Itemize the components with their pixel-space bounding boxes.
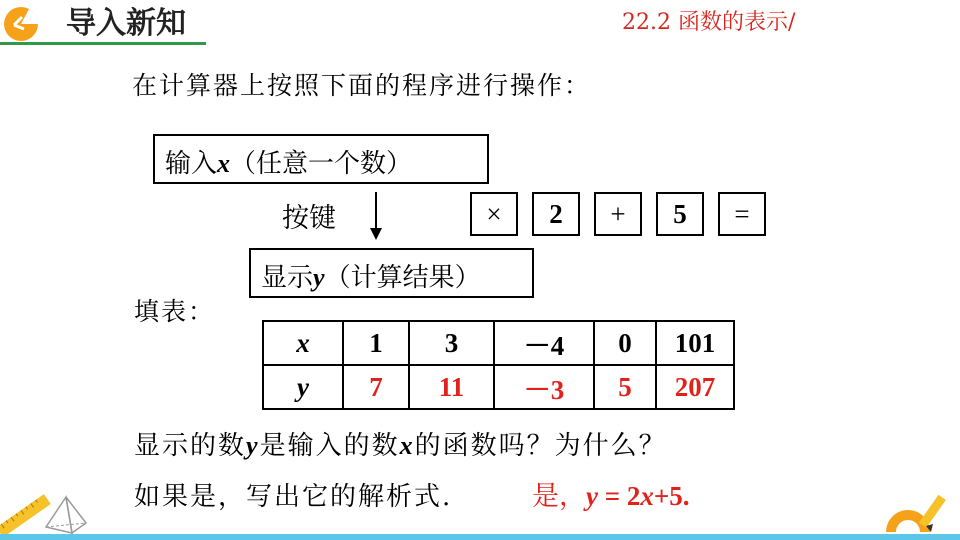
x-cell: 3 [409,321,494,365]
question-part3: 的函数吗？为什么？ [414,431,667,461]
y-cell: 5 [594,365,656,409]
table-row-x [263,321,734,365]
y-cell: 7 [343,365,409,409]
value-table [262,320,735,410]
key-times: × [470,192,518,236]
x-cell: －4 [494,321,594,365]
question-part1: 显示的数 [134,431,247,461]
question-var-x: x [399,431,415,460]
key-5: 5 [656,192,704,236]
x-cell: 0 [594,321,656,365]
x-cell: 1 [343,321,409,365]
table-row-y [263,365,734,409]
answer-text [532,480,690,513]
pyramid-icon [42,495,90,535]
header-underline [0,42,206,45]
y-cell: 11 [409,365,494,409]
input-prefix: 输入 [165,149,218,179]
key-2: 2 [532,192,580,236]
answer-eq: = 2 [597,481,641,511]
fill-table-label: 填表： [134,297,216,326]
answer-var-x: x [640,481,654,511]
answer-rest: +5. [653,481,690,511]
question-var-y: y [246,431,260,460]
output-label [261,257,481,294]
x-header-cell: x [263,321,343,365]
output-suffix: （计算结果） [324,263,481,293]
output-box [249,248,534,298]
output-prefix: 显示 [261,263,314,293]
protractor-pencil-icon [884,486,958,534]
header-pie-icon [2,5,40,43]
key-equals: = [718,192,766,236]
intro-text: 在计算器上按照下面的程序进行操作： [132,71,592,100]
prompt-text: 如果是，写出它的解析式. [134,482,453,512]
y-cell: －3 [494,365,594,409]
answer-prefix: 是， [532,481,586,512]
y-header-cell: y [263,365,343,409]
input-var: x [217,149,231,178]
down-arrow-icon [366,190,386,242]
keys-label: 按键 [282,203,336,234]
input-label [165,143,412,180]
input-box [153,134,489,184]
input-suffix: （任意一个数） [230,149,413,179]
footer-bar [0,534,960,540]
key-plus: + [594,192,642,236]
x-cell: 101 [656,321,734,365]
question-part2: 是输入的数 [259,431,400,461]
header-title: 导入新知 [66,6,186,41]
answer-var-y: y [586,481,598,511]
question-text [134,430,667,462]
output-var: y [313,263,325,292]
y-cell: 207 [656,365,734,409]
section-title: 22.2 函数的表示/ [622,10,796,35]
